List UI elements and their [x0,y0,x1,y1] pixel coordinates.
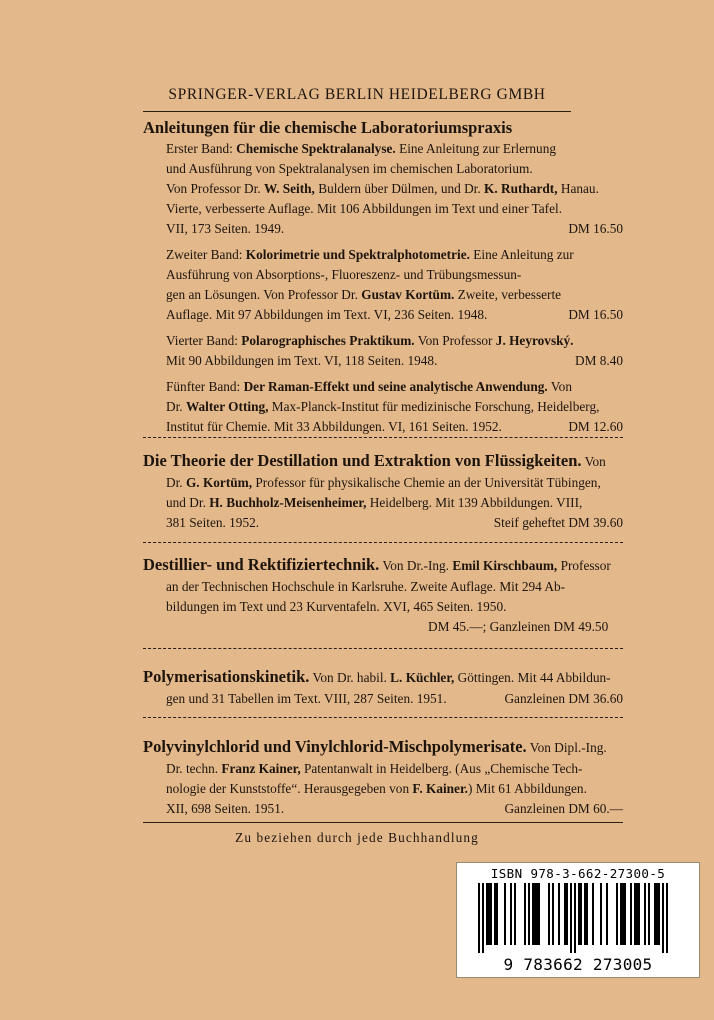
author-name: K. Ruthardt, [484,181,558,196]
barcode-bar [536,883,538,945]
barcode-bar [528,883,530,945]
volume-1-entry [143,139,623,239]
text: 381 Seiten. 1952. [166,515,260,530]
barcode-bar [636,883,638,945]
author-name: L. Küchler, [390,670,455,685]
book-title: Polyvinylchlorid und Vinylchlorid-Mischpolymerisate. [143,737,527,756]
book-title: Der Raman-Effekt und seine analytische Anwendung. [243,379,548,394]
barcode-bar [584,883,586,945]
barcode-bar [622,883,624,945]
text: Zweiter Band: [166,247,246,262]
text: Vierte, verbesserte Auflage. Mit 106 Abbildungen im Text und einer Tafel. [166,201,563,216]
text: Fünfter Band: [166,379,244,394]
section-rektifiziertechnik [143,554,623,637]
price: Ganzleinen DM 36.60 [504,691,623,706]
text: Heidelberg. Mit 139 Abbildungen. VIII, [366,495,583,510]
barcode-bar [606,883,608,945]
barcode-bar [574,883,576,953]
barcode-bar [662,883,664,953]
barcode-bar [558,883,560,945]
barcode-bar [524,883,526,945]
text: bildungen im Text und 23 Kurventafeln. XVI, 465 Seiten. 1950. [166,599,507,614]
text: Mit 90 Abbildungen im Text. VI, 118 Seiten. 1948. [166,353,438,368]
text: Institut für Chemie. Mit 33 Abbildungen. VI, 161 Seiten. 1952. [166,419,502,434]
text: Auflage. Mit 97 Abbildungen im Text. VI, 236 Seiten. 1948. [166,307,488,322]
barcode-bar [592,883,594,945]
barcode-bar [496,883,498,945]
book-title: Kolorimetrie und Spektralphotometrie. [245,247,470,262]
text: Dr. [166,475,186,490]
barcode-bar [532,883,534,945]
book-title: Polymerisationskinetik. [143,667,310,686]
barcode-bar [638,883,640,945]
price: DM 16.50 [568,307,623,322]
footer-rule [143,822,623,823]
text: Von [581,454,606,469]
volume-2-entry [143,245,623,325]
barcode-bar [494,883,496,945]
text: Von Dipl.-Ing. [526,740,607,755]
barcode-bar [578,883,580,945]
text: Max-Planck-Institut für medizinische Forschung, Heidelberg, [268,399,600,414]
text: Von Professor [414,333,496,348]
text: an der Technischen Hochschule in Karlsruhe. Zweite Auflage. Mit 294 Ab- [166,579,566,594]
header-rule [143,111,571,112]
author-name: H. Buchholz-Meisenheimer, [209,495,367,510]
text: Hanau. [557,181,599,196]
text: Buldern über Dülmen, und Dr. [314,181,485,196]
section-title: Anleitungen für die chemische Laboratoriumspraxis [143,118,513,137]
barcode-bar [486,883,488,945]
text: Von Dr. habil. [309,670,391,685]
text: Von Dr.-Ing. [379,558,453,573]
price: DM 12.60 [568,419,623,434]
text: und Dr. [166,495,210,510]
barcode-bar [630,883,632,945]
section-polymerisationskinetik [143,666,623,709]
barcode-bar [586,883,588,945]
price: DM 8.40 [574,353,623,368]
text: VII, 173 Seiten. 1949. [166,221,285,236]
section-destillation-theorie [143,450,623,533]
price: DM 45.—; Ganzleinen DM 49.50 [428,619,609,634]
text: ) Mit 61 Abbildungen. [467,781,587,796]
author-name: G. Kortüm, [185,475,253,490]
barcode-bar [490,883,492,945]
text: Vierter Band: [166,333,242,348]
barcode-bar [666,883,668,953]
barcode-bar [656,883,658,945]
text: XII, 698 Seiten. 1951. [166,801,285,816]
barcode-bar [624,883,626,945]
section-polyvinylchlorid [143,736,623,819]
text: nologie der Kunststoffe“. Herausgegeben von [166,781,413,796]
isbn-barcode [456,862,700,978]
author-name: Gustav Kortüm. [361,287,455,302]
section-divider [143,648,623,649]
barcode-bar [570,883,572,953]
section-divider [143,717,623,718]
author-name: F. Kainer. [412,781,468,796]
text: Ausführung von Absorptions-, Fluoreszenz- und Trübungsmessun- [166,267,522,282]
price: Ganzleinen DM 60.— [504,801,623,816]
text: Von Professor Dr. [166,181,265,196]
barcode-bar [634,883,636,945]
volume-4-entry [143,331,623,371]
barcode-bar [552,883,554,945]
publisher-header: SPRINGER-VERLAG BERLIN HEIDELBERG GMBH [168,86,546,103]
author-name: J. Heyrovský. [495,333,574,348]
text: Patentanwalt in Heidelberg. (Aus „Chemische Tech- [300,761,583,776]
barcode-bar [548,883,550,945]
barcode-bar [644,883,646,945]
text: Professor [557,558,611,573]
section-laboratoriumspraxis [143,117,623,437]
text: Dr. [166,399,186,414]
barcode-bars [462,883,694,955]
text: Von [547,379,572,394]
text: gen und 31 Tabellen im Text. VIII, 287 Seiten. 1951. [166,691,447,706]
barcode-bar [566,883,568,945]
author-name: Franz Kainer, [221,761,301,776]
barcode-bar [564,883,566,945]
text: Zweite, verbesserte [454,287,562,302]
barcode-bar [600,883,602,945]
author-name: Walter Otting, [185,399,269,414]
barcode-bar [514,883,516,945]
author-name: Emil Kirschbaum, [452,558,558,573]
text: und Ausführung von Spektralanalysen im chemischen Laboratorium. [166,161,533,176]
barcode-bar [538,883,540,945]
text: Eine Anleitung zur [469,247,574,262]
isbn-label: ISBN 978-3-662-27300-5 [490,866,666,881]
section-divider [143,542,623,543]
price: Steif geheftet DM 39.60 [493,515,623,530]
book-title: Chemische Spektralanalyse. [236,141,396,156]
footer-note: Zu beziehen durch jede Buchhandlung [235,830,479,845]
barcode-bar [648,883,650,945]
barcode-bar [654,883,656,945]
book-title: Polarographisches Praktikum. [241,333,415,348]
barcode-bar [616,883,618,945]
price: DM 16.50 [568,221,623,236]
text: Eine Anleitung zur Erlernung [395,141,557,156]
text: Erster Band: [166,141,237,156]
text: Dr. techn. [166,761,222,776]
author-name: W. Seith, [264,181,315,196]
text: Göttingen. Mit 44 Abbildun- [454,670,611,685]
book-title: Destillier- und Rektifiziertechnik. [143,555,380,574]
barcode-bar [658,883,660,945]
text: Professor für physikalische Chemie an der Universität Tübingen, [252,475,601,490]
book-title: Die Theorie der Destillation und Extraktion von Flüssigkeiten. [143,451,582,470]
barcode-bar [510,883,512,945]
barcode-bar [620,883,622,945]
barcode-bar [488,883,490,945]
section-divider [143,437,623,438]
text: gen an Lösungen. Von Professor Dr. [166,287,362,302]
ean-digits: 9 783662 273005 [503,955,653,974]
barcode-bar [580,883,582,945]
barcode-bar [504,883,506,945]
barcode-bar [534,883,536,945]
barcode-bar [478,883,480,953]
volume-5-entry [143,377,623,437]
barcode-bar [482,883,484,953]
